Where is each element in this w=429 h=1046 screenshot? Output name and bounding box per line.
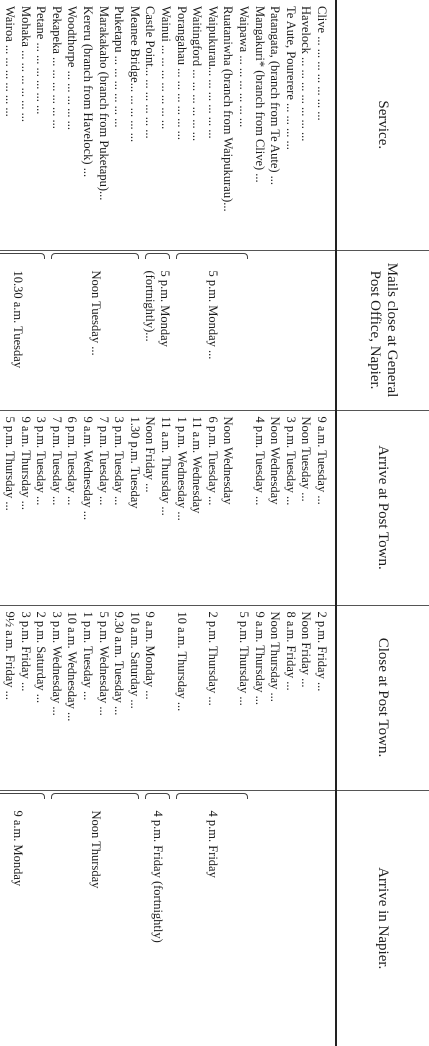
close-post-town-cell: 9½ a.m. Friday ... — [2, 605, 18, 790]
brace-icon — [0, 793, 45, 799]
header-mails-close: Mails close at General Post Office, Napier. — [336, 250, 429, 410]
arrive-post-town-cell: 11 a.m. Thursday ... — [157, 410, 173, 605]
arrive-post-town-cell — [235, 410, 251, 605]
close-post-town-cell: 5 p.m. Thursday ... — [235, 605, 251, 790]
table-row — [235, 0, 251, 1046]
mails-close-cell — [251, 250, 336, 410]
close-post-town-cell: 2 p.m. Friday ... — [313, 605, 336, 790]
close-post-town-cell: Noon Friday ... — [298, 605, 314, 790]
arrive-post-town-cell: 5 p.m. Thursday ... — [2, 410, 18, 605]
table-row — [313, 0, 336, 1046]
table-row — [157, 0, 173, 1046]
service-cell: Pekapeka ... ... ... ... ... ... — [49, 6, 64, 129]
service-cell — [0, 0, 2, 250]
arrive-post-town-cell: Noon Wednesday — [220, 410, 236, 605]
arrive-napier-cell — [48, 790, 142, 1046]
header-service: Service. — [336, 0, 429, 250]
arrive-post-town-cell: 9 a.m. Wednesday ... — [80, 410, 96, 605]
brace-icon — [51, 253, 139, 259]
table-row — [126, 0, 142, 1046]
close-post-town-cell: Noon Thursday ... — [267, 605, 283, 790]
arrive-post-town-cell: 3 p.m. Tuesday ... — [282, 410, 298, 605]
service-cell: Ruataniwha (branch from Waipukurau)... — [221, 6, 236, 212]
arrive-post-town-cell: 3 p.m. Tuesday ... — [33, 410, 49, 605]
service-cell: Kereru (branch from Havelock) ... — [81, 6, 96, 178]
arrive-napier-text: Noon Thursday — [88, 810, 103, 889]
arrive-post-town-cell: 11 a.m. Wednesday — [189, 410, 205, 605]
service-cell: Waitingford ... ... ... ... ... ... — [190, 6, 205, 142]
arrive-post-town-cell: 9 a.m. Thursday ... — [17, 410, 33, 605]
arrive-post-town-cell: Noon Friday ... — [142, 410, 158, 605]
arrive-napier-text: 4 p.m. Friday — [205, 810, 220, 878]
service-cell: Wairoa ... ... ... ... ... ... — [3, 6, 18, 117]
service-cell: Marakakaho (branch from Puketapu)... — [96, 6, 111, 201]
close-post-town-cell — [157, 605, 173, 790]
header-close-post-town: Close at Post Town. — [336, 605, 429, 790]
service-cell: Te Aute, Pourerere ... ... ... ... — [283, 6, 298, 150]
table-row — [33, 0, 49, 1046]
arrive-napier-text: 4 p.m. Friday (fortnightly) — [150, 810, 165, 943]
arrive-napier-text: 9 a.m. Monday — [10, 810, 25, 887]
arrive-post-town-cell: 7 p.m. Tuesday ... — [48, 410, 64, 605]
brace-icon — [176, 253, 248, 259]
brace-icon — [145, 253, 170, 259]
mails-close-text: 5 p.m. Monday ... — [205, 270, 220, 360]
header-row — [336, 0, 429, 1046]
arrive-post-town-cell: 1 p.m. Wednesday ... — [173, 410, 189, 605]
close-post-town-cell: 9 a.m. Thursday ... — [251, 605, 267, 790]
arrive-post-town-cell: 7 p.m. Tuesday ... — [95, 410, 111, 605]
service-cell: Puketapu ... ... ... ... ... ... — [112, 6, 127, 128]
mails-close-text: Noon Tuesday ... — [88, 270, 103, 356]
service-cell: Porangahau ... ... ... ... ... ... — [174, 6, 189, 141]
service-cell: Clive ... ... ... ... ... ... ... — [315, 6, 329, 121]
service-cell: Wainui ... ... ... ... ... ... ... — [159, 6, 174, 130]
close-post-town-cell: 2 p.m. Thursday ... — [204, 605, 220, 790]
close-post-town-cell: 10 a.m. Thursday ... — [173, 605, 189, 790]
close-post-town-cell: 9 a.m. Monday ... — [142, 605, 158, 790]
service-cell: Castle Point... ... ... ... ... ... — [143, 6, 158, 139]
mails-close-text: 5 p.m. Monday (fortnightly)... — [143, 270, 173, 347]
arrive-post-town-cell: 4 p.m. Tuesday ... — [251, 410, 267, 605]
close-post-town-cell: 8 a.m. Friday ... — [282, 605, 298, 790]
arrive-post-town-cell: 1.30 p.m. Tuesday — [126, 410, 142, 605]
close-post-town-cell: 5 p.m. Wednesday ... — [95, 605, 111, 790]
close-post-town-cell: 10 a.m. Saturday ... — [126, 605, 142, 790]
close-post-town-cell: 3 p.m. Wednesday ... — [48, 605, 64, 790]
mails-close-cell — [0, 250, 48, 410]
arrive-post-town-cell: 9 a.m. Tuesday ... — [313, 410, 336, 605]
service-cell: Meanee Bridge... ... ... ... ... — [127, 6, 142, 143]
close-post-town-cell: 9.30 a.m. Tuesday ... — [111, 605, 127, 790]
arrive-napier-cell — [0, 790, 48, 1046]
mails-close-text: 10.30 a.m. Tuesday — [10, 270, 25, 369]
brace-icon — [145, 793, 170, 799]
brace-icon — [176, 793, 248, 799]
arrive-napier-cell — [173, 790, 251, 1046]
arrive-post-town-cell: Noon Tuesday ... — [298, 410, 314, 605]
service-cell: Waipukurau... ... ... ... ... ... — [205, 6, 220, 139]
service-cell: Waipawa ... ... ... ... ... ... — [237, 6, 252, 128]
service-cell: Mangakuri* (branch from Clive) ... — [252, 6, 267, 183]
mails-close-cell — [173, 250, 251, 410]
close-post-town-cell: 3 p.m. Friday ... — [17, 605, 33, 790]
arrive-post-town-cell: 6 p.m. Tuesday ... — [64, 410, 80, 605]
brace-icon — [51, 793, 139, 799]
header-arrive-napier: Arrive in Napier. — [336, 790, 429, 1046]
service-cell: Woodthorpe ... ... ... ... ... — [65, 6, 80, 130]
arrive-post-town-cell: 3 p.m. Tuesday ... — [111, 410, 127, 605]
close-post-town-cell — [220, 605, 236, 790]
service-cell: Petane ... ... ... ... ... ... — [34, 6, 49, 115]
close-post-town-cell: 10 a.m. Wednesday ... — [64, 605, 80, 790]
close-post-town-cell — [189, 605, 205, 790]
arrive-post-town-cell: 6 p.m. Tuesday ... — [204, 410, 220, 605]
mails-close-cell — [142, 250, 173, 410]
service-cell: Havelock ... ... ... ... ... ... ... — [299, 6, 314, 142]
close-post-town-cell: 1 p.m. Tuesday ... — [80, 605, 96, 790]
arrive-napier-cell — [142, 790, 173, 1046]
service-cell: Patangata, (branch from Te Aute) ... — [268, 6, 283, 186]
close-post-town-cell: 2 p.m. Saturday ... — [33, 605, 49, 790]
arrive-napier-cell — [251, 790, 336, 1046]
mails-close-cell — [48, 250, 142, 410]
brace-icon — [0, 253, 45, 259]
header-arrive-post-town: Arrive at Post Town. — [336, 410, 429, 605]
service-cell: Mohaka ... ... ... ... ... ... — [18, 6, 33, 122]
arrive-post-town-cell: Noon Wednesday — [267, 410, 283, 605]
